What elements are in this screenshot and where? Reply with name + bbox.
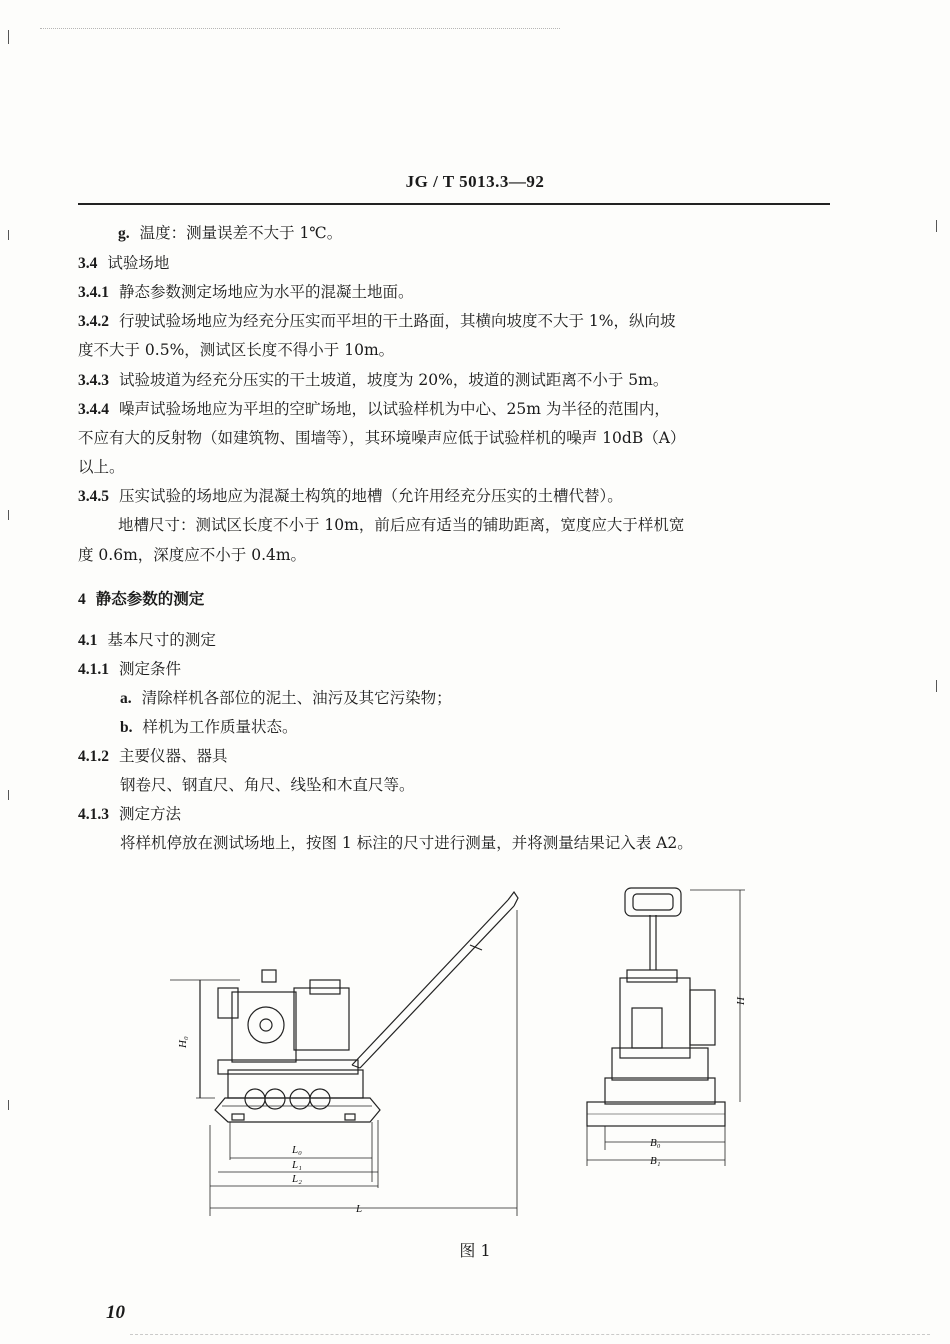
section-num: 3.4 — [78, 255, 98, 272]
clause-num: 3.4.3 — [78, 372, 109, 389]
clause-num: 3.4.4 — [78, 401, 109, 418]
section-title: 试验场地 — [107, 254, 170, 272]
clause-text: 行驶试验场地应为经充分压实而平坦的干土路面，其横向坡度不大于 1%，纵向坡 — [119, 312, 676, 330]
clause-num: 4.1.1 — [78, 661, 109, 678]
pit-size — [118, 515, 684, 535]
clause-4-1-3 — [78, 804, 181, 825]
label-L0: L₀ — [292, 1144, 302, 1156]
section-num: 4.1 — [78, 632, 98, 649]
scan-mark — [936, 680, 937, 692]
clause-text: 测定方法 — [119, 805, 182, 823]
clause-text: 钢卷尺、钢直尺、角尺、线坠和木直尺等。 — [120, 776, 415, 794]
clause-3-4-2 — [78, 311, 676, 332]
item-num: b. — [120, 719, 133, 736]
item-4-1-1a — [120, 688, 452, 709]
clause-4-1-1 — [78, 659, 181, 680]
pit-size-cont — [78, 545, 306, 565]
clause-text: 以上。 — [78, 458, 125, 476]
item-num: a. — [120, 690, 132, 707]
section-title: 基本尺寸的测定 — [107, 631, 216, 649]
scan-mark — [8, 510, 9, 520]
clause-num: 3.4.1 — [78, 284, 109, 301]
item-num: g. — [118, 225, 130, 242]
label-H0: H₀ — [177, 1036, 189, 1048]
clause-3-4-5 — [78, 486, 623, 507]
label-L1: L₁ — [292, 1159, 302, 1171]
clause-num: 4.1.2 — [78, 748, 109, 765]
scan-mark — [8, 230, 9, 240]
clause-num: 3.4.5 — [78, 488, 109, 505]
side-view — [170, 892, 518, 1216]
clause-text: 主要仪器、器具 — [119, 747, 228, 765]
scan-mark — [8, 30, 9, 44]
clause-3-4-4-cont — [78, 428, 685, 448]
clause-text: 地槽尺寸：测试区长度不小于 10m，前后应有适当的铺助距离，宽度应大于样机宽 — [118, 516, 685, 534]
clause-3-4-1 — [78, 282, 414, 303]
label-H: H — [735, 997, 747, 1005]
scan-artifact-top — [40, 28, 560, 31]
clause-num: 3.4.2 — [78, 313, 109, 330]
clause-text: 压实试验的场地应为混凝土构筑的地槽（允许用经充分压实的土槽代替）。 — [119, 487, 623, 505]
clause-text: 试验坡道为经充分压实的干土坡道，坡度为 20%，坡道的测试距离不小于 5m。 — [119, 371, 669, 389]
scan-mark — [8, 790, 9, 800]
clause-4-1-2 — [78, 746, 228, 767]
clause-text: 度不大于 0.5%，测试区长度不得小于 10m。 — [78, 341, 395, 359]
figure-1-machine-drawing — [0, 870, 950, 1230]
label-B0: B₀ — [650, 1137, 661, 1149]
clause-text: 不应有大的反射物（如建筑物、围墙等），其环境噪声应低于试验样机的噪声 10dB（A） — [78, 429, 686, 447]
instruments-list — [120, 775, 415, 795]
method-text — [120, 833, 693, 853]
rear-view — [587, 888, 745, 1166]
clause-text: 静态参数测定场地应为水平的混凝土地面。 — [119, 283, 414, 301]
section-4-1 — [78, 630, 216, 651]
scan-artifact-bottom — [130, 1334, 930, 1337]
chapter-title: 静态参数的测定 — [95, 589, 205, 608]
clause-text: 测定条件 — [119, 660, 182, 678]
clause-3-4-4 — [78, 399, 670, 420]
clause-num: 4.1.3 — [78, 806, 109, 823]
chapter-num: 4 — [78, 591, 86, 608]
figure-caption: 图 1 — [459, 1241, 491, 1260]
label-L2: L₂ — [292, 1173, 302, 1185]
clause-text: 将样机停放在测试场地上，按图 1 标注的尺寸进行测量，并将测量结果记入表 A2。 — [120, 834, 693, 852]
chapter-4 — [78, 589, 204, 610]
standard-header: JG / T 5013.3—92 — [405, 172, 545, 191]
scan-mark — [936, 220, 937, 232]
clause-3-4-4-cont2 — [78, 457, 125, 477]
item-text: 温度：测量误差不大于 1℃。 — [139, 224, 343, 242]
item-text: 样机为工作质量状态。 — [142, 718, 298, 736]
clause-3-4-3 — [78, 370, 668, 391]
item-text: 清除样机各部位的泥土、油污及其它污染物； — [141, 689, 452, 707]
label-B1: B₁ — [650, 1155, 661, 1167]
section-3-4 — [78, 253, 169, 274]
clause-text: 噪声试验场地应为平坦的空旷场地，以试验样机为中心、25m 为半径的范围内， — [119, 400, 670, 418]
label-L: L — [356, 1203, 363, 1215]
clause-text: 度 0.6m，深度应不小于 0.4m。 — [78, 546, 307, 564]
item-4-1-1b — [120, 717, 298, 738]
item-g — [118, 223, 342, 244]
header-rule — [78, 203, 830, 205]
clause-3-4-2-cont — [78, 340, 394, 360]
page-number: 10 — [106, 1302, 125, 1323]
